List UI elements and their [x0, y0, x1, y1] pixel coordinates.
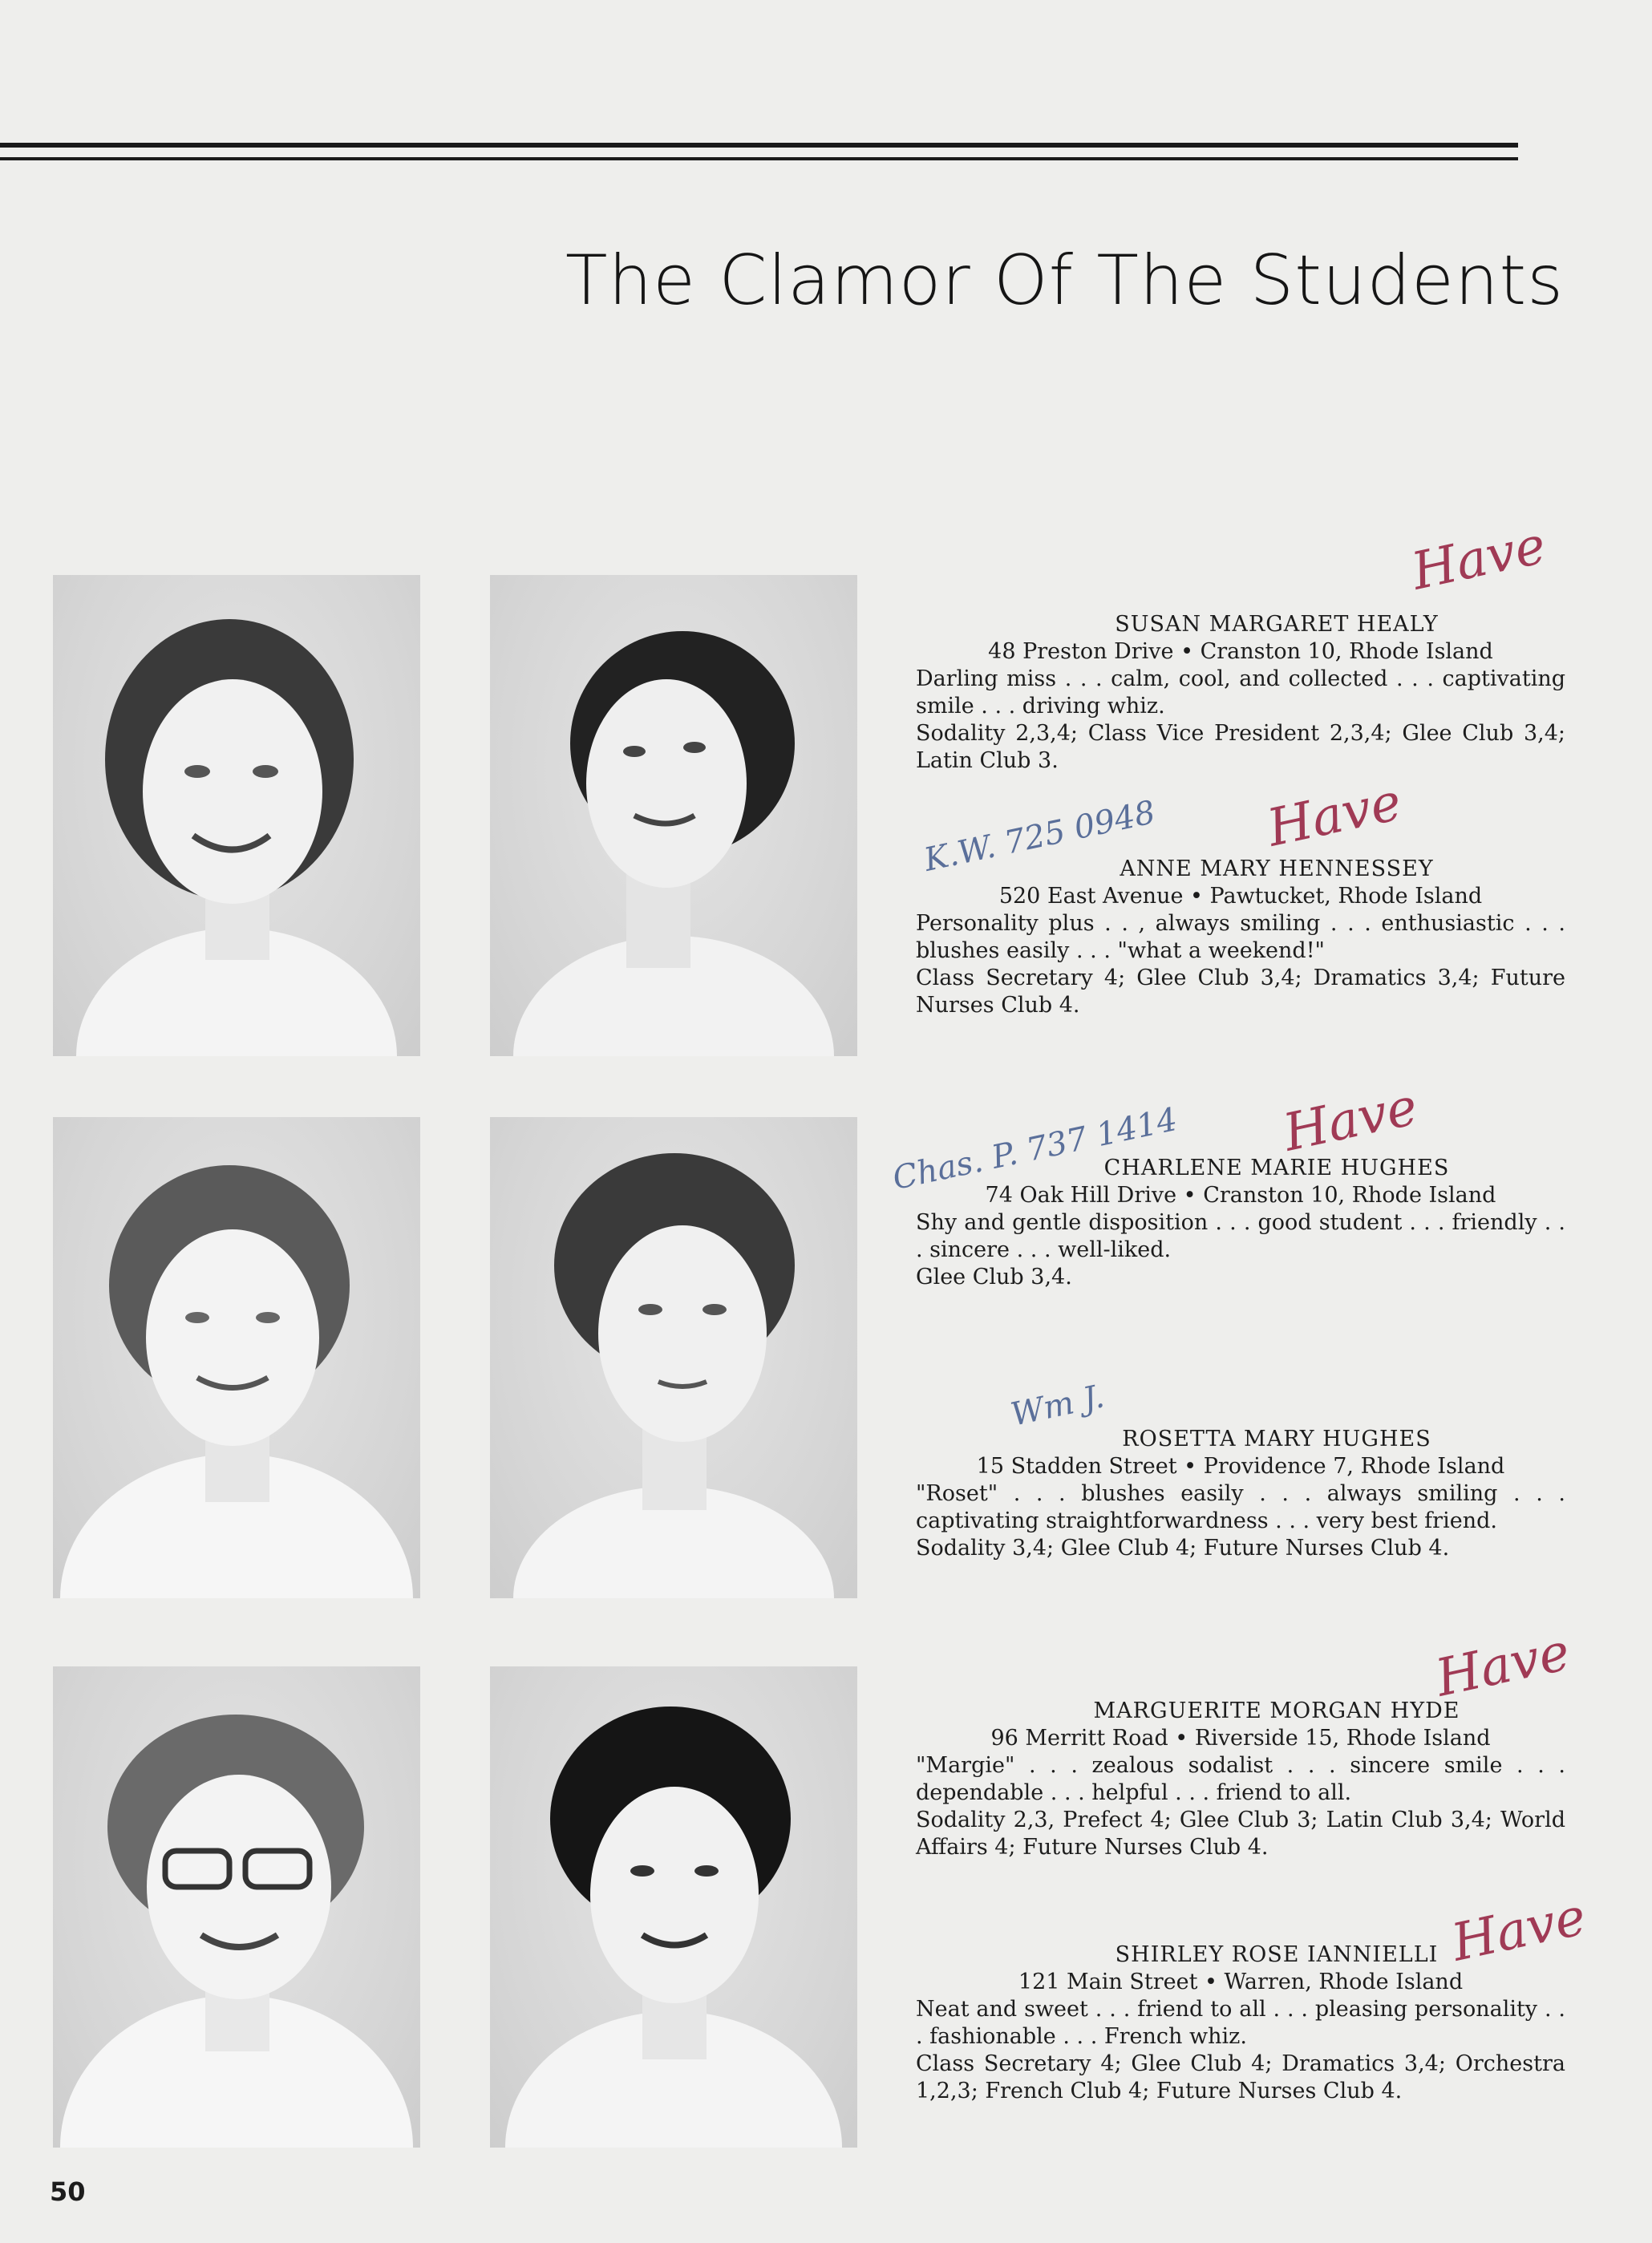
- student-address: 520 East Avenue • Pawtucket, Rhode Island: [998, 884, 1483, 909]
- portrait-photo: [53, 1117, 420, 1598]
- student-description: Neat and sweet . . . friend to all . . . pleasing personality . . . fashionable . . . French whiz.: [916, 1997, 1565, 2049]
- handwritten-note: Chas. P. 737 1414: [889, 1100, 1181, 1198]
- handwritten-note: K.W. 725 0948: [921, 794, 1159, 879]
- student-entry: [916, 1155, 1565, 1291]
- student-activities: Class Secretary 4; Glee Club 3,4; Dramatics 3,4; Future Nurses Club 4.: [916, 966, 1565, 1018]
- student-entry: [916, 611, 1565, 775]
- page-title: The Clamor Of The Students: [565, 241, 1564, 321]
- student-description: "Margie" . . . zealous sodalist . . . sincere smile . . . dependable . . . helpful . . . friend to all.: [916, 1753, 1565, 1805]
- top-rule-thin: [0, 157, 1518, 160]
- handwritten-note: Have: [1262, 772, 1407, 859]
- portrait-photo: [490, 575, 857, 1056]
- portrait-photo: [490, 1666, 857, 2148]
- student-name: SUSAN MARGARET HEALY: [1115, 612, 1439, 637]
- student-entry: [916, 856, 1565, 1019]
- student-activities: Class Secretary 4; Glee Club 4; Dramatics 3,4; Orchestra 1,2,3; French Club 4; Future Nurses Club 4.: [916, 2051, 1565, 2103]
- student-address: 15 Stadden Street • Providence 7, Rhode Island: [976, 1454, 1505, 1479]
- student-name: CHARLENE MARIE HUGHES: [1103, 1156, 1450, 1180]
- student-name: ANNE MARY HENNESSEY: [1120, 856, 1434, 881]
- handwritten-note: Have: [1278, 1077, 1423, 1164]
- handwritten-note: Have: [1431, 1622, 1575, 1709]
- student-address: 96 Merritt Road • Riverside 15, Rhode Island: [990, 1726, 1491, 1751]
- student-activities: Sodality 2,3,4; Class Vice President 2,3,4; Glee Club 3,4; Latin Club 3.: [916, 721, 1565, 773]
- handwritten-note: Wm J.: [1007, 1378, 1107, 1434]
- student-description: Shy and gentle disposition . . . good student . . . friendly . . . sincere . . . well-liked.: [916, 1210, 1565, 1262]
- page-number: 50: [50, 2176, 86, 2207]
- portrait-photo: [53, 575, 420, 1056]
- student-address: 121 Main Street • Warren, Rhode Island: [1018, 1970, 1464, 1994]
- student-name: MARGUERITE MORGAN HYDE: [1093, 1698, 1460, 1723]
- student-entry: [916, 1698, 1565, 1861]
- student-description: "Roset" . . . blushes easily . . . always smiling . . . captivating straightforwardness . . . very best friend.: [916, 1481, 1565, 1533]
- student-address: 74 Oak Hill Drive • Cranston 10, Rhode Island: [985, 1183, 1496, 1208]
- student-description: Personality plus . . , always smiling . . . enthusiastic . . . blushes easily . . . "what a weekend!": [916, 911, 1565, 963]
- handwritten-note: Have: [1447, 1887, 1591, 1974]
- student-name: SHIRLEY ROSE IANNIELLI: [1115, 1942, 1439, 1967]
- portrait-photo: [53, 1666, 420, 2148]
- portrait-photo: [490, 1117, 857, 1598]
- student-activities: Sodality 2,3, Prefect 4; Glee Club 3; Latin Club 3,4; World Affairs 4; Future Nurses Club 4.: [916, 1808, 1565, 1860]
- student-address: 48 Preston Drive • Cranston 10, Rhode Island: [988, 639, 1493, 664]
- student-activities: Glee Club 3,4.: [916, 1265, 1072, 1290]
- top-rule: [0, 143, 1518, 148]
- student-entry: [916, 1426, 1565, 1562]
- student-name: ROSETTA MARY HUGHES: [1122, 1427, 1431, 1451]
- student-description: Darling miss . . . calm, cool, and collected . . . captivating smile . . . driving whiz.: [916, 666, 1565, 719]
- handwritten-note: Have: [1407, 516, 1551, 602]
- student-activities: Sodality 3,4; Glee Club 4; Future Nurses Club 4.: [916, 1536, 1450, 1561]
